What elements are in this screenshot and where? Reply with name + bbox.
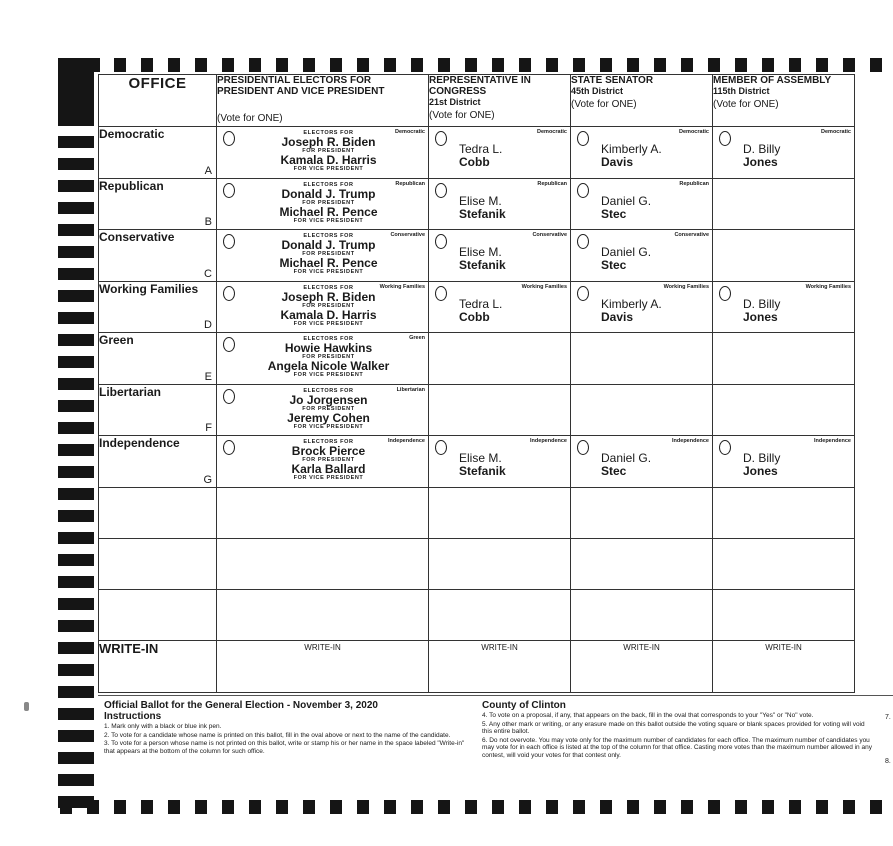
vote-oval[interactable] xyxy=(435,286,447,301)
district-label: 45th District xyxy=(571,86,624,96)
candidate-first-name: Elise M. xyxy=(459,193,502,208)
party-row xyxy=(99,436,855,488)
assembly-candidate-cell[interactable] xyxy=(713,127,855,179)
candidate-first-name: Kimberly A. xyxy=(601,296,662,311)
party-tag: Independence xyxy=(530,438,567,444)
congress-candidate-cell[interactable] xyxy=(429,436,571,488)
vice-president-name: Jeremy Cohen xyxy=(287,410,370,425)
candidate-last-name: Stefanik xyxy=(459,258,506,272)
vice-president-name: Karla Ballard xyxy=(291,462,366,476)
president-name: Donald J. Trump xyxy=(281,238,376,252)
column-header-assembly xyxy=(713,75,855,127)
footer-right xyxy=(482,700,872,760)
assembly-candidate-cell[interactable] xyxy=(713,281,855,333)
for-vice-president-label: FOR VICE PRESIDENT xyxy=(293,372,364,378)
candidate-first-name: D. Billy xyxy=(743,451,781,465)
president-candidate-cell[interactable] xyxy=(217,127,429,179)
vote-for-one: (Vote for ONE) xyxy=(571,99,637,110)
party-label xyxy=(99,127,217,179)
for-vice-president-label: FOR VICE PRESIDENT xyxy=(293,166,364,172)
candidate-last-name: Stec xyxy=(601,258,627,272)
president-candidate-cell[interactable] xyxy=(217,281,429,333)
party-row xyxy=(99,178,855,230)
for-vice-president-label: FOR VICE PRESIDENT xyxy=(293,217,364,224)
instructions-list xyxy=(104,723,474,755)
write-in-congress[interactable] xyxy=(429,640,571,692)
party-name: Green xyxy=(99,333,134,347)
write-in-row xyxy=(99,640,855,692)
for-president-label: FOR PRESIDENT xyxy=(302,405,355,412)
timing-marks-top xyxy=(60,58,893,72)
footer-left xyxy=(104,700,474,756)
congress-empty-cell xyxy=(429,333,571,385)
blank-cell xyxy=(713,538,855,589)
candidate-last-name: Stefanik xyxy=(459,464,506,478)
write-in-row-label: WRITE-IN xyxy=(99,640,217,692)
column-header-senate xyxy=(571,75,713,127)
party-name: Republican xyxy=(99,178,164,193)
party-label xyxy=(99,436,217,488)
party-name: Libertarian xyxy=(99,384,162,399)
row-letter: G xyxy=(203,473,212,486)
vote-oval[interactable] xyxy=(223,389,235,404)
senate-empty-cell xyxy=(571,333,713,385)
vote-oval[interactable] xyxy=(223,131,235,146)
blank-cell xyxy=(217,538,429,589)
electors-for-label: ELECTORS FOR xyxy=(303,439,354,445)
party-row xyxy=(99,281,855,333)
for-president-label: FOR PRESIDENT xyxy=(302,199,355,206)
margin-number: 8. xyxy=(885,758,891,765)
party-tag: Independence xyxy=(388,438,425,444)
vote-oval[interactable] xyxy=(435,131,447,146)
row-letter: D xyxy=(204,319,212,331)
instructions-list xyxy=(482,712,872,759)
party-label xyxy=(99,178,217,230)
scan-speck xyxy=(24,702,29,711)
vote-oval[interactable] xyxy=(435,440,447,455)
vote-oval[interactable] xyxy=(577,440,589,455)
electors-for-label: ELECTORS FOR xyxy=(303,130,354,136)
president-ticket xyxy=(217,333,428,378)
party-name: Independence xyxy=(99,436,180,450)
party-name: Working Families xyxy=(99,281,199,296)
ballot-footer xyxy=(98,695,893,794)
party-row xyxy=(99,384,855,436)
row-letter: A xyxy=(204,164,212,177)
congress-empty-cell xyxy=(429,384,571,436)
column-title: PRESIDENTIAL ELECTORS FOR PRESIDENT AND VICE PRESIDENT xyxy=(217,75,385,97)
instruction-item: 3. To vote for a person whose name is not printed on this ballot, write or stamp his or her name in the space labeled "Write-in" that appears at the bottom of the column for such office. xyxy=(104,740,465,755)
candidate-last-name: Jones xyxy=(743,464,778,478)
column-title: MEMBER OF ASSEMBLY xyxy=(713,75,832,86)
candidate-last-name: Jones xyxy=(743,309,778,324)
instruction-item: 6. Do not overvote. You may vote only for the maximum number of candidates for each office. The maximum number of candidates you may vote for in each office is listed at the top of the column for that office. Casting more votes than the maximum number allowed in any contest, will void your votes for that contest only. xyxy=(482,736,872,759)
party-label xyxy=(99,384,217,436)
candidate-first-name: Daniel G. xyxy=(601,245,652,259)
for-vice-president-label: FOR VICE PRESIDENT xyxy=(293,269,364,275)
write-in-caption: WRITE-IN xyxy=(765,642,802,652)
write-in-caption: WRITE-IN xyxy=(623,642,660,652)
vote-oval[interactable] xyxy=(719,440,731,455)
vice-president-name: Kamala D. Harris xyxy=(280,153,377,167)
vice-president-name: Michael R. Pence xyxy=(279,256,378,270)
party-tag: Conservative xyxy=(674,232,709,238)
president-candidate-cell[interactable] xyxy=(217,178,429,230)
party-tag: Republican xyxy=(537,180,567,187)
candidate-first-name: Elise M. xyxy=(459,245,502,259)
blank-cell xyxy=(429,538,571,589)
party-row xyxy=(99,127,855,179)
instructions-heading: Instructions xyxy=(104,711,162,722)
candidate-last-name: Stefanik xyxy=(459,206,506,221)
ballot-title: Official Ballot for the General Election - November 3, 2020 xyxy=(104,700,378,711)
ballot-grid xyxy=(98,74,855,693)
vote-oval[interactable] xyxy=(223,337,235,352)
blank-cell xyxy=(429,487,571,538)
vote-oval[interactable] xyxy=(223,440,235,455)
candidate-last-name: Jones xyxy=(743,155,778,169)
assembly-empty-cell xyxy=(713,384,855,436)
vote-for-one: (Vote for ONE) xyxy=(713,99,779,110)
candidate-last-name: Stec xyxy=(601,206,627,221)
for-vice-president-label: FOR VICE PRESIDENT xyxy=(293,423,364,430)
congress-candidate-cell[interactable] xyxy=(429,281,571,333)
assembly-candidate-cell[interactable] xyxy=(713,436,855,488)
blank-cell xyxy=(571,589,713,640)
district-label: 21st District xyxy=(429,97,481,107)
for-vice-president-label: FOR VICE PRESIDENT xyxy=(293,320,364,327)
vice-president-name: Michael R. Pence xyxy=(279,204,378,219)
president-name: Brock Pierce xyxy=(291,444,366,458)
party-tag: Working Families xyxy=(663,283,709,290)
write-in-president[interactable] xyxy=(217,640,429,692)
assembly-empty-cell xyxy=(713,178,855,230)
party-name: Conservative xyxy=(99,230,175,244)
party-label xyxy=(99,281,217,333)
for-president-label: FOR PRESIDENT xyxy=(302,354,355,360)
assembly-empty-cell xyxy=(713,230,855,282)
candidate-last-name: Stec xyxy=(601,464,627,478)
row-letter: E xyxy=(204,370,212,383)
for-president-label: FOR PRESIDENT xyxy=(302,457,355,463)
senate-candidate-cell[interactable] xyxy=(571,281,713,333)
timing-marks-left xyxy=(58,70,94,808)
blank-cell xyxy=(99,538,217,589)
instruction-item: 5. Any other mark or writing, or any erasure made on this ballot outside the voting square or blank spaces provided for voting will void this entire ballot. xyxy=(482,720,865,735)
blank-cell xyxy=(429,589,571,640)
for-vice-president-label: FOR VICE PRESIDENT xyxy=(293,475,364,481)
instruction-item: 4. To vote on a proposal, if any, that appears on the back, fill in the oval that corresponds to your "Yes" or "No" vote. xyxy=(482,712,814,719)
district-label: 115th District xyxy=(713,86,770,96)
candidate-first-name: D. Billy xyxy=(743,142,781,156)
party-tag: Libertarian xyxy=(396,386,425,393)
vice-president-name: Kamala D. Harris xyxy=(280,307,377,322)
blank-cell xyxy=(99,589,217,640)
blank-cell xyxy=(217,589,429,640)
timing-marks-bottom xyxy=(60,800,893,814)
candidate-first-name: Tedra L. xyxy=(459,142,503,156)
candidate-first-name: Daniel G. xyxy=(601,193,652,208)
header-row xyxy=(99,75,855,127)
row-letter: C xyxy=(204,267,212,280)
candidate-last-name: Davis xyxy=(601,155,634,169)
party-tag: Green xyxy=(409,335,425,341)
party-tag: Working Families xyxy=(521,283,567,290)
blank-cell xyxy=(713,589,855,640)
candidate-last-name: Davis xyxy=(601,309,634,324)
write-in-senate[interactable] xyxy=(571,640,713,692)
vote-oval[interactable] xyxy=(223,183,235,198)
write-in-assembly[interactable] xyxy=(713,640,855,692)
congress-candidate-cell[interactable] xyxy=(429,178,571,230)
electors-for-label: ELECTORS FOR xyxy=(303,233,354,239)
senate-candidate-cell[interactable] xyxy=(571,127,713,179)
instruction-item: 1. Mark only with a black or blue ink pen. xyxy=(104,723,222,730)
candidate-last-name: Cobb xyxy=(459,155,490,169)
vote-oval[interactable] xyxy=(223,234,235,249)
candidate-last-name: Cobb xyxy=(459,309,490,324)
blank-cell xyxy=(571,487,713,538)
party-tag: Working Families xyxy=(805,283,851,290)
party-name: Democratic xyxy=(99,127,165,141)
president-name: Howie Hawkins xyxy=(284,341,373,355)
senate-empty-cell xyxy=(571,384,713,436)
president-candidate-cell[interactable] xyxy=(217,384,429,436)
candidate-first-name: D. Billy xyxy=(743,296,781,311)
party-tag: Working Families xyxy=(379,283,425,290)
electors-for-label: ELECTORS FOR xyxy=(303,387,354,394)
party-tag: Independence xyxy=(672,438,709,444)
blank-cell xyxy=(713,487,855,538)
for-president-label: FOR PRESIDENT xyxy=(302,148,355,154)
blank-row xyxy=(99,538,855,589)
blank-row xyxy=(99,589,855,640)
write-in-caption: WRITE-IN xyxy=(481,642,518,652)
column-title: STATE SENATOR xyxy=(571,75,654,86)
congress-candidate-cell[interactable] xyxy=(429,127,571,179)
vote-oval[interactable] xyxy=(223,286,235,301)
party-label xyxy=(99,230,217,282)
row-letter: F xyxy=(205,422,212,434)
president-candidate-cell[interactable] xyxy=(217,436,429,488)
vote-oval[interactable] xyxy=(577,183,589,198)
assembly-empty-cell xyxy=(713,333,855,385)
column-header-congress xyxy=(429,75,571,127)
office-header: OFFICE xyxy=(99,75,217,127)
county-name: County of Clinton xyxy=(482,700,566,711)
party-row xyxy=(99,333,855,385)
blank-cell xyxy=(99,487,217,538)
column-title: REPRESENTATIVE IN CONGRESS xyxy=(429,75,531,97)
margin-number: 7. xyxy=(885,714,891,721)
congress-candidate-cell[interactable] xyxy=(429,230,571,282)
party-tag: Conservative xyxy=(532,232,567,238)
candidate-first-name: Elise M. xyxy=(459,451,502,465)
party-tag: Democratic xyxy=(679,129,709,135)
party-tag: Conservative xyxy=(390,232,425,238)
vote-oval[interactable] xyxy=(435,234,447,249)
senate-candidate-cell[interactable] xyxy=(571,436,713,488)
for-president-label: FOR PRESIDENT xyxy=(302,302,355,309)
vote-oval[interactable] xyxy=(719,131,731,146)
president-name: Joseph R. Biden xyxy=(281,289,376,304)
party-tag: Democratic xyxy=(395,129,425,135)
electors-for-label: ELECTORS FOR xyxy=(303,336,354,342)
president-candidate-cell[interactable] xyxy=(217,333,429,385)
president-name: Jo Jorgensen xyxy=(289,392,368,407)
blank-cell xyxy=(571,538,713,589)
party-label xyxy=(99,333,217,385)
senate-candidate-cell[interactable] xyxy=(571,230,713,282)
blank-cell xyxy=(217,487,429,538)
candidate-first-name: Tedra L. xyxy=(459,296,503,311)
row-letter: B xyxy=(204,216,212,228)
vote-oval[interactable] xyxy=(577,286,589,301)
electors-for-label: ELECTORS FOR xyxy=(303,181,354,188)
vote-oval[interactable] xyxy=(577,131,589,146)
vote-oval[interactable] xyxy=(435,183,447,198)
senate-candidate-cell[interactable] xyxy=(571,178,713,230)
electors-for-label: ELECTORS FOR xyxy=(303,284,354,291)
instruction-item: 2. To vote for a candidate whose name is printed on this ballot, fill in the oval above or next to the name of the candidate. xyxy=(104,731,451,739)
party-tag: Democratic xyxy=(537,129,567,135)
vote-for-one: (Vote for ONE) xyxy=(217,113,283,124)
president-candidate-cell[interactable] xyxy=(217,230,429,282)
president-name: Joseph R. Biden xyxy=(281,135,376,149)
vice-president-name: Angela Nicole Walker xyxy=(267,359,390,373)
column-header-president xyxy=(217,75,429,127)
party-tag: Independence xyxy=(814,438,851,444)
president-name: Donald J. Trump xyxy=(281,186,376,201)
vote-oval[interactable] xyxy=(719,286,731,301)
vote-oval[interactable] xyxy=(577,234,589,249)
candidate-first-name: Daniel G. xyxy=(601,451,652,465)
write-in-caption: WRITE-IN xyxy=(304,642,341,652)
party-tag: Republican xyxy=(395,180,425,187)
candidate-first-name: Kimberly A. xyxy=(601,142,662,156)
party-tag: Democratic xyxy=(821,129,851,135)
party-tag: Republican xyxy=(679,180,709,187)
vote-for-one: (Vote for ONE) xyxy=(429,110,495,121)
for-president-label: FOR PRESIDENT xyxy=(302,251,355,257)
party-row xyxy=(99,230,855,282)
blank-row xyxy=(99,487,855,538)
